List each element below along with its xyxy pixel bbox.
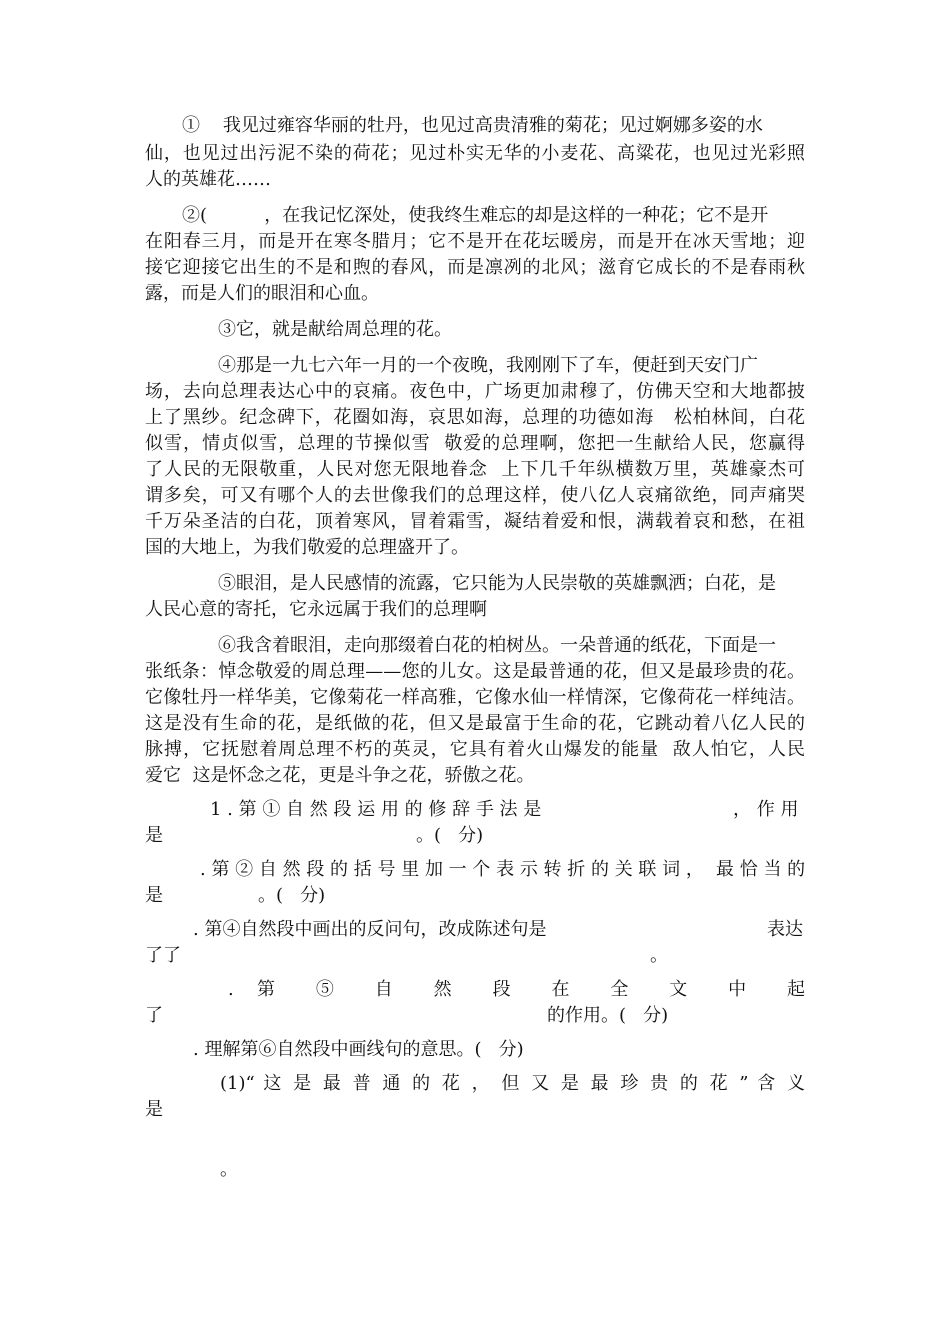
question-line: 的作用。( 分) (547, 1005, 669, 1026)
paragraph-line: ④那是一九七六年一月的一个夜晚，我刚刚下了车，便赶到天安门广 (218, 355, 758, 376)
paragraph-line: ① 我见过雍容华丽的牡丹，也见过高贵清雅的菊花；见过婀娜多姿的水 (182, 115, 763, 136)
question-line: . 第 ② 自 然 段 的 括 号 里 加 一 个 表 示 转 折 的 关 联 词 ， (200, 859, 704, 880)
paragraph-line: 仙，也见过出污泥不染的荷花；见过朴实无华的小麦花、高粱花，也见过光彩照 (145, 143, 805, 164)
paragraph-line: 在阳春三月，而是开在寒冬腊月；它不是开在花坛暖房，而是开在冰天雪地；迎 (145, 231, 805, 252)
question-line: . 理解第⑥自然段中画线句的意思。( 分) (193, 1039, 524, 1060)
question-line: 是 (145, 885, 163, 906)
question-line: 。 (650, 945, 668, 966)
question-line: (1)“ 这 是 最 普 通 的 花 ， 但 又 是 最 珍 贵 的 花 ” 含 义 (220, 1073, 805, 1094)
question-line: 了 (145, 1005, 163, 1026)
paragraph-line: 爱它 这是怀念之花，更是斗争之花，骄傲之花。 (145, 765, 535, 786)
question-line: ， 作 用 (733, 799, 799, 820)
question-line: 是 (145, 1099, 163, 1120)
paragraph-line: 国的大地上，为我们敬爱的总理盛开了。 (145, 537, 469, 558)
paragraph-line: 这是没有生命的花，是纸做的花，但又是最富于生命的花，它跳动着八亿人民的 (145, 713, 805, 734)
paragraph-line: 场，去向总理表达心中的哀痛。夜色中，广场更加肃穆了，仿佛天空和大地都披 (145, 381, 805, 402)
question-line: 。( 分) (258, 885, 326, 906)
paragraph-line: 千万朵圣洁的白花，顶着寒风，冒着霜雪，凝结着爱和恨，满载着哀和愁，在祖 (145, 511, 805, 532)
question-line: . 第 ⑤ 自 然 段 在 全 文 中 起 (228, 979, 805, 1000)
paragraph-line: 人民心意的寄托，它永远属于我们的总理啊 (145, 599, 487, 620)
paragraph-line: ⑤眼泪，是人民感情的流露，它只能为人民崇敬的英雄飘洒；白花，是 (218, 573, 776, 594)
paragraph-line: 谓多矣，可又有哪个人的去世像我们的总理这样，使八亿人哀痛欲绝，同声痛哭 (145, 485, 805, 506)
question-line: 。 (220, 1159, 238, 1180)
question-line: 了了 (145, 945, 181, 966)
paragraph-line: ⑥我含着眼泪，走向那缀着白花的柏树丛。一朵普通的纸花，下面是一 (218, 635, 776, 656)
paragraph-line: 它像牡丹一样华美，它像菊花一样高雅，它像水仙一样情深，它像荷花一样纯洁。 (145, 687, 805, 708)
paragraph-line: 上了黑纱。纪念碑下，花圈如海，哀思如海，总理的功德如海 松柏林间，白花 (145, 407, 805, 428)
paragraph-line: 了人民的无限敬重，人民对您无限地眷念 上下几千年纵横数万里，英雄豪杰可 (145, 459, 805, 480)
question-line: 1 . 第 ① 自 然 段 运 用 的 修 辞 手 法 是 (210, 799, 542, 820)
paragraph-line: ③它，就是献给周总理的花。 (218, 319, 452, 340)
paragraph-line: 人的英雄花…… (145, 169, 271, 190)
paragraph-line: ②( ，在我记忆深处，使我终生难忘的却是这样的一种花；它不是开 (182, 205, 769, 226)
paragraph-line: 露，而是人们的眼泪和心血。 (145, 283, 379, 304)
paragraph-line: 似雪，情贞似雪，总理的节操似雪 敬爱的总理啊，您把一生献给人民，您赢得 (145, 433, 805, 454)
question-line: 是 (145, 825, 163, 846)
question-line: . 第④自然段中画出的反问句，改成陈述句是 (193, 919, 547, 940)
question-line: 最 恰 当 的 (716, 859, 806, 880)
paragraph-line: 接它迎接它出生的不是和煦的春风，而是凛冽的北风；滋育它成长的不是春雨秋 (145, 257, 805, 278)
question-line: 。( 分) (416, 825, 484, 846)
paragraph-line: 张纸条：悼念敬爱的周总理——您的儿女。这是最普通的花，但又是最珍贵的花。 (145, 661, 805, 682)
question-line: 表达 (767, 919, 803, 940)
paragraph-line: 脉搏，它抚慰着周总理不朽的英灵，它具有着火山爆发的能量 敌人怕它，人民 (145, 739, 805, 760)
